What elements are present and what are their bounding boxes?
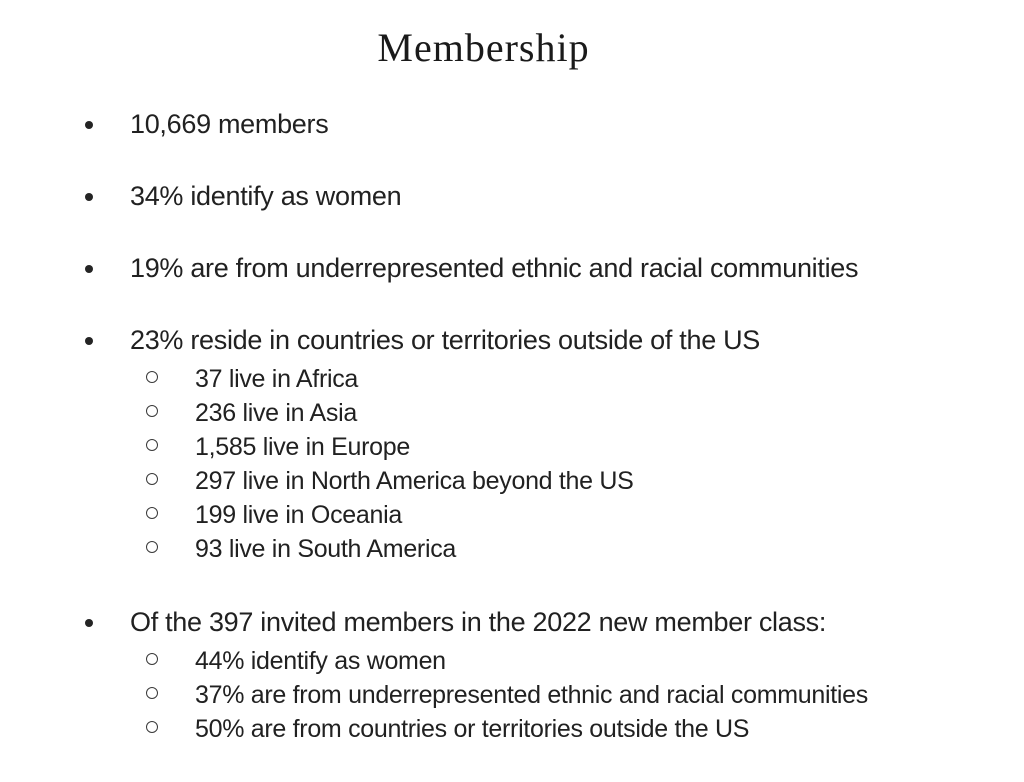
bullet-item xyxy=(83,324,994,566)
sub-bullet-text: 236 live in Asia xyxy=(195,399,357,427)
bullet-dot-icon xyxy=(83,252,130,273)
bullet-dot-icon xyxy=(83,180,130,201)
bullet-item xyxy=(83,180,994,212)
circle-outline-icon xyxy=(130,430,195,451)
sub-bullet-item xyxy=(130,362,994,396)
bullet-text: 10,669 members xyxy=(130,109,329,139)
circle-outline-icon xyxy=(130,464,195,485)
sub-bullet-text: 50% are from countries or territories outside the US xyxy=(195,715,750,743)
sub-bullet-item xyxy=(130,712,994,746)
bullet-text: Of the 397 invited members in the 2022 new member class: xyxy=(130,607,827,637)
sub-bullet-item xyxy=(130,396,994,430)
sub-bullet-text: 37% are from underrepresented ethnic and racial communities xyxy=(195,681,868,709)
sub-bullet-text: 199 live in Oceania xyxy=(195,501,402,529)
bullet-item xyxy=(83,108,994,140)
bullet-dot-icon xyxy=(83,324,130,345)
bullet-dot-icon xyxy=(83,108,130,129)
sub-bullet-item xyxy=(130,430,994,464)
bullet-list xyxy=(0,108,1024,746)
circle-outline-icon xyxy=(130,498,195,519)
sub-bullet-item xyxy=(130,464,994,498)
circle-outline-icon xyxy=(130,396,195,417)
circle-outline-icon xyxy=(130,712,195,733)
sub-bullet-list xyxy=(130,644,994,746)
sub-bullet-text: 93 live in South America xyxy=(195,535,457,563)
bullet-dot-icon xyxy=(83,606,130,627)
bullet-item xyxy=(83,606,994,746)
bullet-content xyxy=(130,108,994,140)
bullet-content xyxy=(130,180,994,212)
bullet-text: 23% reside in countries or territories outside of the US xyxy=(130,325,761,355)
circle-outline-icon xyxy=(130,532,195,553)
bullet-content xyxy=(130,324,994,566)
bullet-item xyxy=(83,252,994,284)
sub-bullet-item xyxy=(130,532,994,566)
sub-bullet-text: 44% identify as women xyxy=(195,647,446,675)
sub-bullet-list xyxy=(130,362,994,566)
circle-outline-icon xyxy=(130,362,195,383)
bullet-content xyxy=(130,606,994,746)
sub-bullet-item xyxy=(130,498,994,532)
bullet-text: 19% are from underrepresented ethnic and racial communities xyxy=(130,253,859,283)
bullet-text: 34% identify as women xyxy=(130,181,402,211)
sub-bullet-item xyxy=(130,678,994,712)
slide-title: Membership xyxy=(377,25,590,70)
circle-outline-icon xyxy=(130,644,195,665)
bullet-content xyxy=(130,252,994,284)
sub-bullet-text: 297 live in North America beyond the US xyxy=(195,467,634,495)
title-area xyxy=(0,24,1024,72)
sub-bullet-text: 37 live in Africa xyxy=(195,365,359,393)
circle-outline-icon xyxy=(130,678,195,699)
sub-bullet-item xyxy=(130,644,994,678)
sub-bullet-text: 1,585 live in Europe xyxy=(195,433,410,461)
